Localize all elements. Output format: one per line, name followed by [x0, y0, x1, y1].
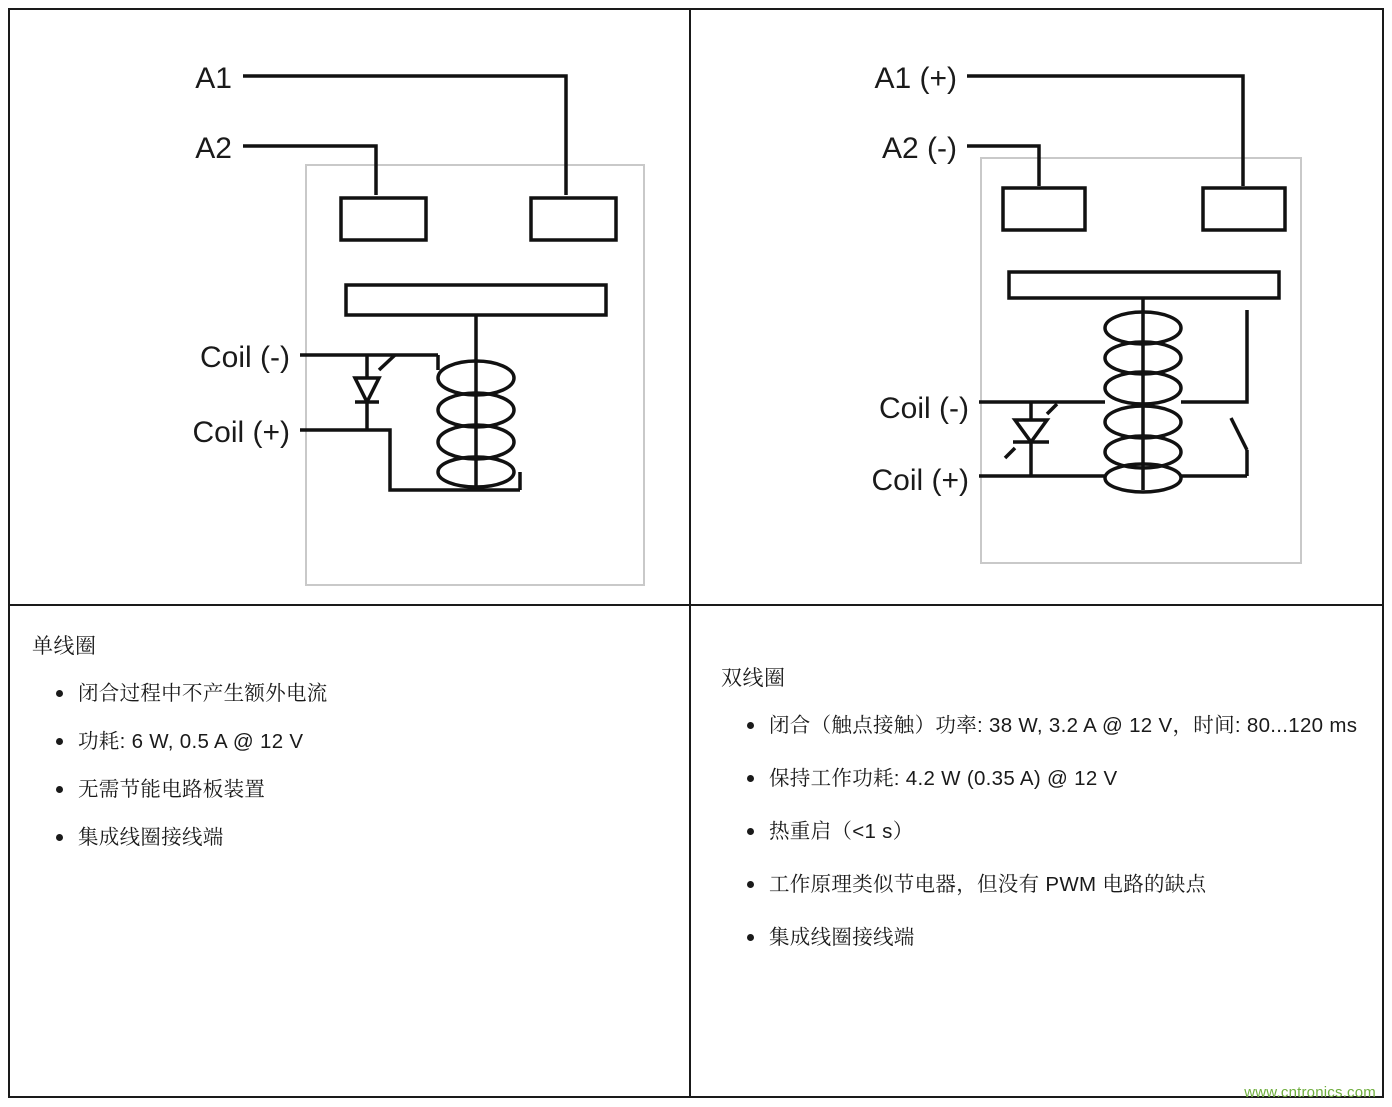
dual-coil-bullet-list	[713, 707, 1358, 958]
list-item: 集成线圈接线端	[78, 819, 665, 857]
label-a1: A1	[195, 62, 232, 95]
dual-coil-title: 双线圈	[721, 667, 786, 690]
comparison-table	[8, 8, 1384, 1098]
label-a1: A1 (+)	[874, 62, 957, 95]
label-a2: A2	[195, 132, 232, 165]
list-item: 集成线圈接线端	[769, 919, 1358, 958]
watermark: www.cntronics.com	[1244, 1084, 1376, 1101]
list-item: 功耗: 6 W, 0.5 A @ 12 V	[78, 723, 665, 761]
dual-coil-diagram-cell	[691, 10, 1382, 606]
single-coil-diagram-cell	[10, 10, 691, 606]
single-coil-description-cell	[10, 606, 691, 1096]
label-coil-positive: Coil (+)	[192, 416, 290, 449]
label-coil-negative: Coil (-)	[879, 392, 969, 425]
list-item: 无需节能电路板装置	[78, 771, 665, 809]
list-item: 闭合（触点接触）功率: 38 W, 3.2 A @ 12 V，时间: 80...120 ms	[769, 707, 1358, 746]
single-coil-title: 单线圈	[32, 635, 97, 658]
list-item: 闭合过程中不产生额外电流	[78, 675, 665, 713]
list-item: 保持工作功耗: 4.2 W (0.35 A) @ 12 V	[769, 760, 1358, 799]
label-coil-negative: Coil (-)	[200, 341, 290, 374]
dual-coil-diagram	[691, 10, 1382, 604]
single-coil-diagram	[10, 10, 689, 604]
list-item: 热重启（<1 s）	[769, 813, 1358, 852]
dual-coil-description-cell	[691, 606, 1382, 1096]
single-coil-bullet-list	[32, 675, 665, 857]
list-item: 工作原理类似节电器，但没有 PWM 电路的缺点	[769, 866, 1358, 905]
label-a2: A2 (-)	[882, 132, 957, 165]
label-coil-positive: Coil (+)	[871, 464, 969, 497]
